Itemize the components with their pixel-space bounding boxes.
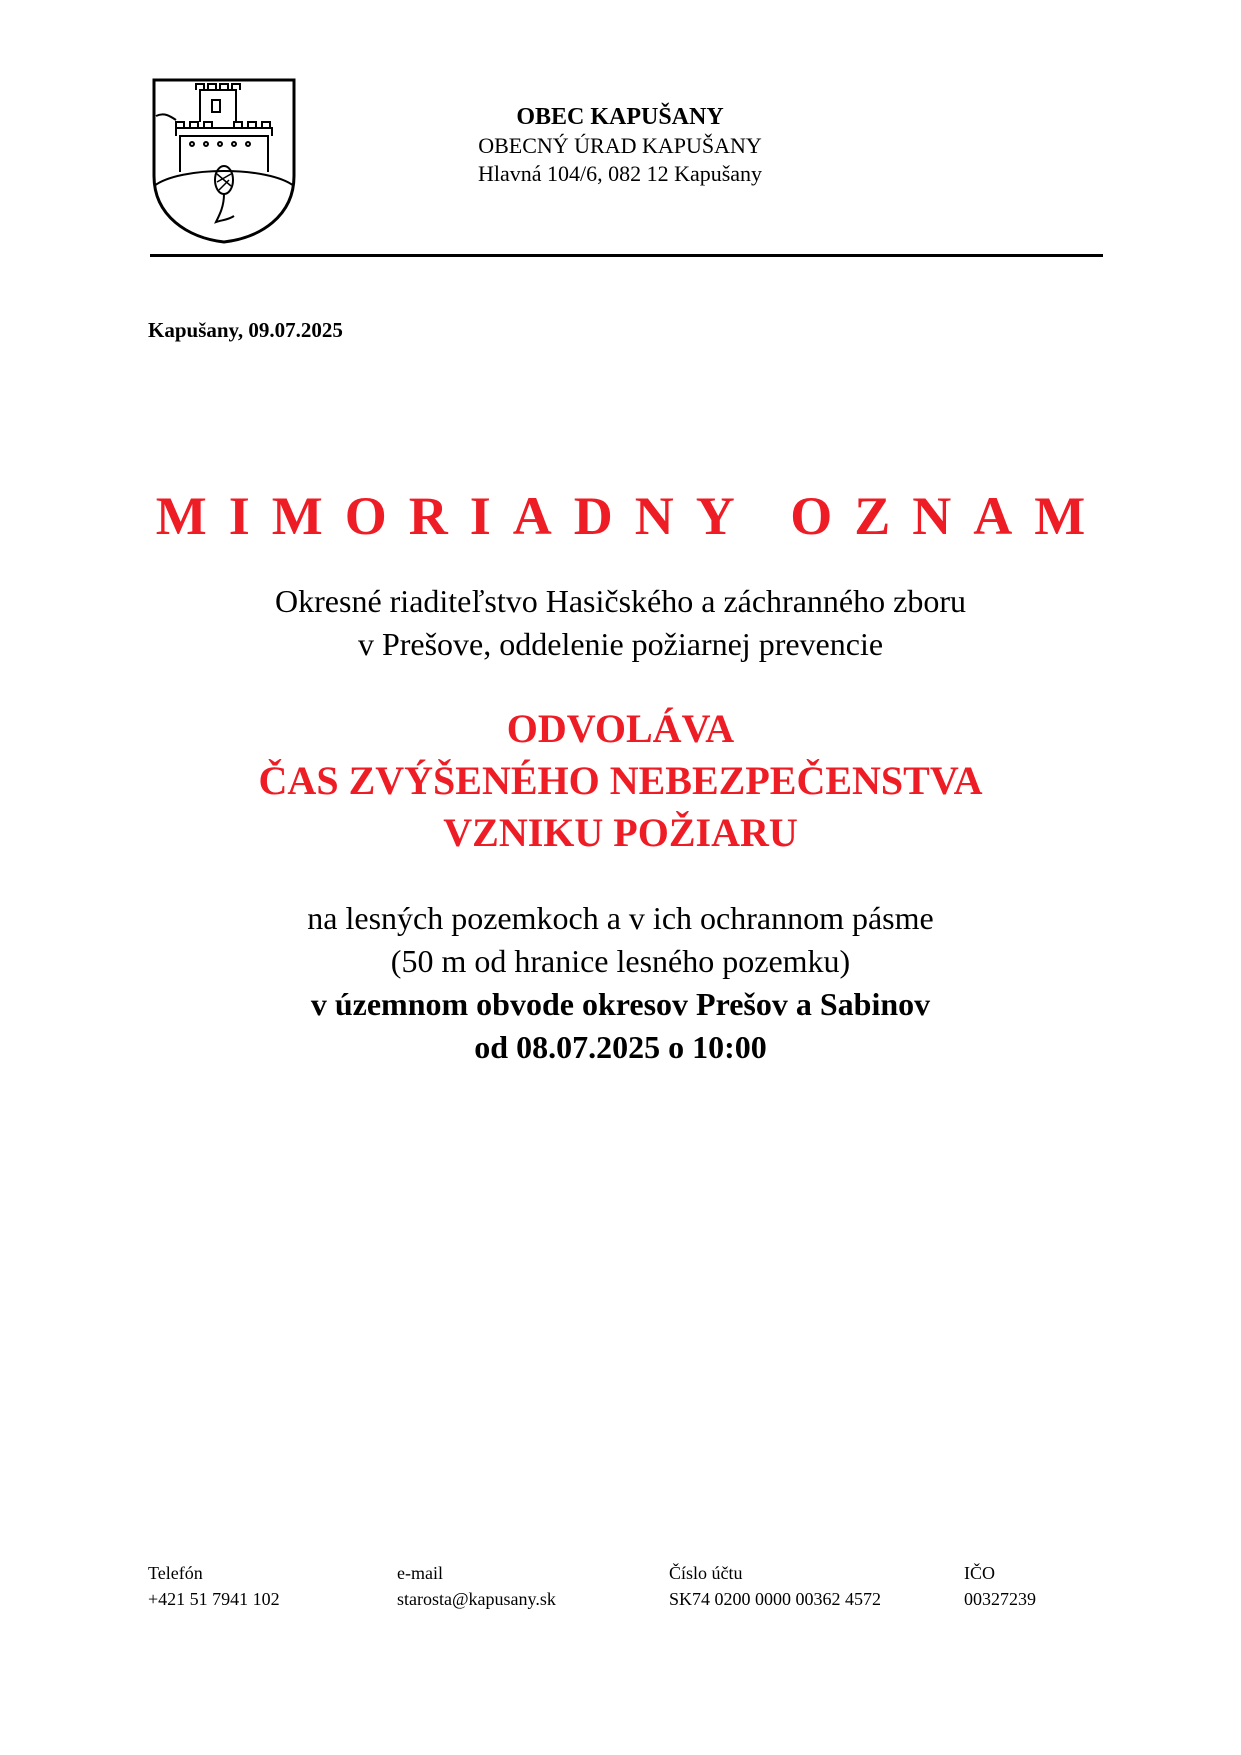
footer-email-value: starosta@kapusany.sk xyxy=(397,1589,556,1609)
headline-line: VZNIKU POŽIARU xyxy=(443,810,798,855)
footer-phone-value: +421 51 7941 102 xyxy=(148,1589,280,1609)
office-name: OBECNÝ ÚRAD KAPUŠANY xyxy=(478,133,762,158)
footer-account xyxy=(669,1560,881,1612)
footer-email xyxy=(397,1560,556,1612)
detail-line: na lesných pozemkoch a v ich ochrannom pásme xyxy=(307,900,934,936)
detail-line-area: v územnom obvode okresov Prešov a Sabinov xyxy=(310,986,931,1022)
footer-ico xyxy=(964,1560,1036,1612)
detail-line-date: od 08.07.2025 o 10:00 xyxy=(474,1029,767,1065)
letterhead xyxy=(340,102,900,188)
footer-phone-label: Telefón xyxy=(148,1563,203,1583)
footer-account-label: Číslo účtu xyxy=(669,1563,743,1583)
footer-ico-value: 00327239 xyxy=(964,1589,1036,1609)
footer-email-label: e-mail xyxy=(397,1563,443,1583)
issuer-line: v Prešove, oddelenie požiarnej prevencie xyxy=(357,626,884,662)
details-block xyxy=(0,897,1241,1069)
footer-phone xyxy=(148,1560,280,1612)
office-address: Hlavná 104/6, 082 12 Kapušany xyxy=(477,161,763,186)
issuer-line: Okresné riaditeľstvo Hasičského a záchranného zboru xyxy=(275,583,966,619)
detail-line: (50 m od hranice lesného pozemku) xyxy=(390,943,851,979)
headline-line: ODVOLÁVA xyxy=(506,706,735,751)
date-line: Kapušany, 09.07.2025 xyxy=(148,318,343,342)
municipality-name: OBEC KAPUŠANY xyxy=(516,104,724,130)
castle-crest-icon xyxy=(150,76,298,244)
footer-ico-label: IČO xyxy=(964,1563,995,1583)
headline-line: ČAS ZVÝŠENÉHO NEBEZPEČENSTVA xyxy=(258,758,983,803)
header-divider xyxy=(150,254,1103,257)
headline-block xyxy=(0,703,1241,859)
issuer-block xyxy=(0,580,1241,666)
notice-title: MIMORIADNY OZNAM xyxy=(155,486,1108,546)
footer-account-value: SK74 0200 0000 00362 4572 xyxy=(669,1589,882,1609)
